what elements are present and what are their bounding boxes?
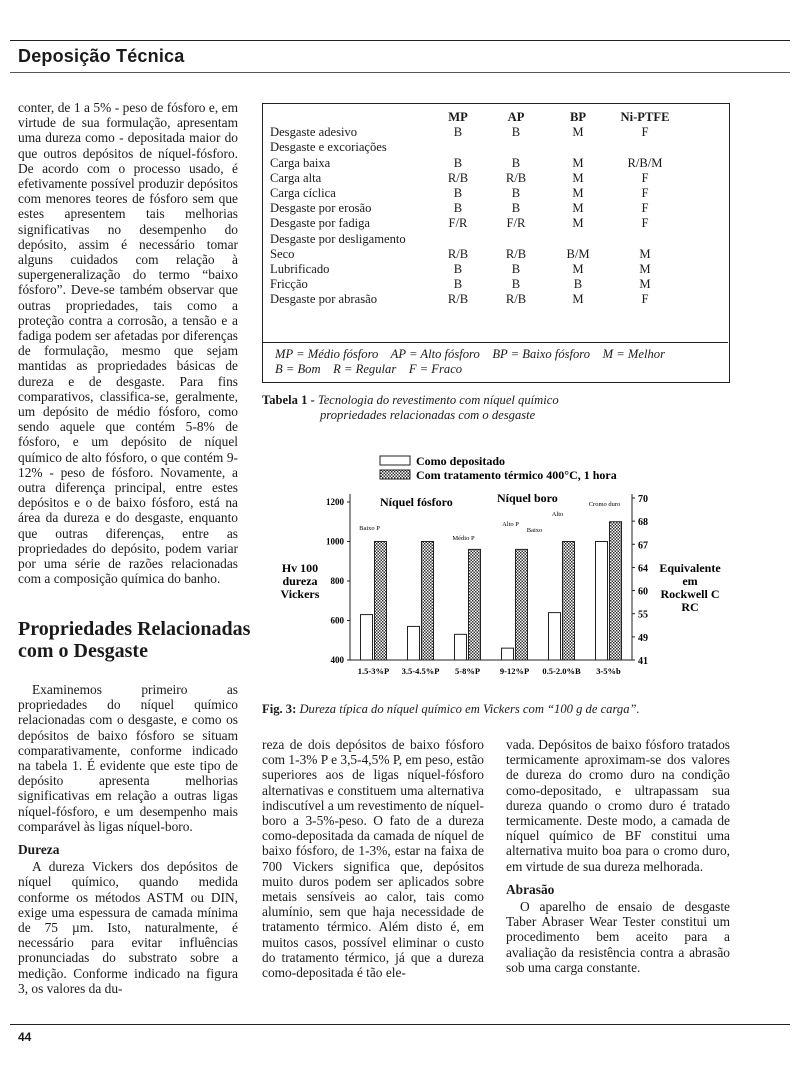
y2-tick-label: 68: [638, 517, 648, 529]
row-label: Desgaste por erosão: [270, 201, 372, 216]
bar-deposited: [455, 634, 467, 660]
table-row: [270, 292, 680, 307]
y2-axis-label: RC: [681, 600, 699, 614]
table-cell: F/R: [448, 216, 468, 231]
y2-axis-label: em: [682, 574, 698, 588]
table-caption-text: Tecnologia do revestimento com níquel químico: [317, 393, 559, 407]
table-cell: B: [453, 277, 463, 292]
figure-caption-text: Dureza típica do níquel químico em Vickers com “100 g de carga”.: [299, 702, 640, 716]
table-cell: M: [572, 216, 584, 231]
table-cell: M: [572, 125, 584, 140]
left-column-intro: [18, 100, 238, 587]
legend-line-1: MP = Médio fósforo AP = Alto fósforo BP = Baixo fósforo M = Melhor: [275, 347, 665, 361]
y2-tick-label: 55: [638, 609, 648, 621]
y2-axis-label: Rockwell C: [660, 587, 720, 601]
table-cell: B: [453, 262, 463, 277]
table-cell: R/B: [447, 170, 469, 185]
bar-deposited: [408, 626, 420, 660]
y-tick-label: 800: [330, 576, 344, 586]
table-cell: B: [453, 186, 463, 201]
table-row: [270, 156, 680, 171]
col-header: AP: [507, 110, 525, 124]
table-cell: R/B: [447, 292, 469, 307]
bar-heat-treated: [563, 542, 575, 661]
table-cell: M: [639, 262, 651, 277]
figure-caption-label: Fig. 3:: [262, 702, 297, 716]
header-rule-lower: [10, 72, 790, 73]
table-legend: [275, 347, 665, 377]
page-number: 44: [18, 1030, 32, 1044]
bar-deposited: [361, 615, 373, 660]
table-cell: [430, 232, 486, 247]
middle-column: [262, 737, 484, 980]
subheading-dureza: Dureza: [18, 842, 60, 858]
bar-heat-treated: [610, 522, 622, 660]
table-caption-label: Tabela 1 -: [262, 393, 315, 407]
table-cell: B: [511, 262, 521, 277]
table-cell: [486, 232, 546, 247]
row-label: Desgaste por desligamento: [270, 231, 406, 246]
x-tick-label: 0.5-2.0%B: [542, 666, 581, 676]
middle-paragraph: reza de dois depósitos de baixo fósforo com 1-3% P e 3,5-4,5% P, em peso, estão superiores aos de ligas níquel-fósforo alternativas e constituem uma alternativa indiscutível a um revestimento de níquel-boro a 3-5%-peso. O fato de a dureza como-depositada da camada de níquel de baixo fósforo, de 1-3%, estar na faixa de 700 Vickers significa que, depósitos muito duros podem ser aplicados sobre metais sensíveis ao calor, tais como alumínio, sem que haja necessidade de tratamento térmico. Além disto é, em muitos casos, possível eliminar o custo do tratamento térmico, já que a dureza como-depositada é tão ele-: [262, 737, 485, 981]
col-header: MP: [448, 110, 468, 124]
table-cell: B/M: [566, 246, 590, 261]
table-cell: M: [639, 246, 651, 261]
y-tick-label: 600: [330, 615, 344, 626]
legend-swatch-heat: [380, 470, 410, 479]
abrasao-paragraph: O aparelho de ensaio de desgaste Taber Abraser Wear Tester constitui um procedimento bem aceito para a avaliação da resistência contra a abrasão sob uma carga constante.: [506, 899, 730, 975]
y2-tick-label: 67: [638, 540, 648, 552]
legend-swatch-deposited: [380, 456, 410, 465]
row-label: Fricção: [270, 277, 308, 292]
x-tick-label: 3.5-4.5%P: [401, 666, 440, 676]
table-cell: [610, 232, 680, 247]
footer-rule: [10, 1024, 790, 1025]
section-header: Deposição Técnica: [18, 46, 185, 66]
legend-label: Como depositado: [416, 454, 506, 468]
left-column-section: [18, 682, 238, 996]
row-label: Carga cíclica: [270, 186, 336, 201]
bar-label: Baixo P: [359, 525, 380, 532]
section-heading: Propriedades Relacionadas com o Desgaste: [18, 618, 251, 662]
x-tick-label: 1.5-3%P: [357, 666, 390, 676]
group-label: Níquel fósforo: [380, 495, 453, 509]
table-cell: F: [641, 292, 649, 307]
col-header: BP: [569, 110, 587, 124]
x-tick-label: 5-8%P: [454, 666, 481, 676]
row-label: Desgaste por fadiga: [270, 216, 371, 231]
x-tick-label: 3-5%b: [596, 666, 621, 676]
table-cell: B: [511, 186, 521, 201]
table-cell: [610, 140, 680, 155]
table-cell: R/B: [447, 246, 469, 261]
intro-paragraph: conter, de 1 a 5% - peso de fósforo e, em virtude de sua formulação, apresentam uma dureza como - depositada maior do que outros depósitos de níquel-fósforo. De acordo com o processo usado, é efetivamente possível produzir depósitos com menores teores de fósforo sem que estes apresentem tais melhorias significativas no desempenho do depósito, assim é necessário tomar alguns cuidados com relação à supergeneralização do termo “baixo fósforo”. Deve-se também observar que outras propriedades, tais como a proteção contra a corrosão, a tensão e a fadiga podem ser afetadas por diferenças de formulação, mesmo que sejam mantidas as propriedades básicas de dureza e de desgaste. Para fins comparativos, classifica-se, geralmente, um depósito de médio fósforo, como sendo aquele que contém 5-8% de fósforo, e um depósito de níquel químico de alto fósforo, o que contém 9-12% - peso de fósforo. Novamente, a outra diferença principal, entre estes depósitos e o de baixo fósforo, está na área da dureza e do desgaste, enquanto que outras diferenças, entre as propriedades do depósito, podem variar por uma série de razões relacionadas com a composição química do banho.: [18, 100, 238, 587]
col-header: Ni-PTFE: [620, 110, 670, 124]
figure-caption: [262, 702, 640, 717]
header-rule: [10, 40, 790, 41]
table-row: [270, 186, 680, 201]
table-row: [270, 277, 680, 292]
y-tick-label: 400: [330, 655, 344, 665]
table-cell: F: [641, 201, 649, 216]
dureza-paragraph: A dureza Vickers dos depósitos de níquel químico, quando medida conforme os métodos ASTM ou DIN, exige uma espessura de camada mínima de 75 µm. Isto, naturalmente, é necessário para evitar influências pronunciadas do substrato sobre a medição. Conforme indicado na figura 3, os valores da du-: [18, 859, 238, 996]
subheading-abrasao: Abrasão: [506, 881, 555, 897]
x-tick-label: 9-12%P: [499, 666, 530, 676]
table-caption: [262, 393, 559, 423]
hardness-chart: [262, 450, 732, 690]
table-cell: [486, 140, 546, 155]
table-row: [270, 216, 680, 231]
table-cell: B: [511, 277, 521, 292]
table-cell: M: [572, 170, 584, 185]
table-row: [270, 232, 680, 247]
table-row: [270, 247, 680, 262]
row-label: Carga baixa: [270, 155, 331, 170]
row-label: Desgaste por abrasão: [270, 292, 378, 307]
table-cell: M: [572, 201, 584, 216]
y2-tick-label: 49: [638, 632, 648, 644]
bar-label: Cromo duro: [588, 501, 621, 508]
row-label: Seco: [270, 246, 295, 261]
table-cell: F: [641, 186, 649, 201]
table-caption-text2: propriedades relacionadas com o desgaste: [320, 408, 536, 422]
table-cell: B: [453, 155, 463, 170]
bar-heat-treated: [469, 549, 481, 660]
bar-deposited: [502, 648, 514, 660]
bar-heat-treated: [375, 542, 387, 661]
row-label: Desgaste e excoriações: [270, 140, 387, 155]
bar-deposited: [596, 542, 608, 661]
table-header-row: [270, 110, 680, 125]
y2-axis-label: Equivalente: [659, 561, 721, 575]
table-cell: M: [572, 292, 584, 307]
y2-tick-label: 70: [638, 494, 648, 505]
bar-heat-treated: [516, 549, 528, 660]
table-row: [270, 262, 680, 277]
table-cell: M: [572, 262, 584, 277]
table-cell: F: [641, 216, 649, 231]
right-paragraph: vada. Depósitos de baixo fósforo tratados termicamente aproximam-se dos valores de dureza do cromo duro na condição como-depositado, e ultrapassam sua dureza quando o cromo duro é tratado termicamente. Deste modo, a camada de níquel químico de BF constitui uma alternativa muito boa para o cromo duro, em virtude de sua dureza melhorada.: [506, 737, 730, 874]
row-label: Desgaste adesivo: [270, 125, 358, 140]
right-column: [506, 737, 730, 975]
bar-label: Baixo: [526, 527, 543, 534]
group-label: Níquel boro: [497, 491, 558, 505]
bar-label: Médio P: [452, 535, 475, 542]
section-paragraph: Examinemos primeiro as propriedades do níquel químico relacionadas com o desgaste, e como os depósitos de baixo fósforo se situam comparativamente, conforme indicado na tabela 1. É evidente que este tipo de depósito apresenta melhorias significativas em relação a outras ligas níquel-fósforo, e um desempenho mais comparável às ligas níquel-boro.: [18, 682, 238, 834]
table-row: [270, 125, 680, 140]
table-cell: [430, 140, 486, 155]
table-row: [270, 140, 680, 155]
table-cell: [546, 140, 610, 155]
y-axis-label: Hv 100: [281, 561, 319, 575]
row-label: Lubrificado: [270, 262, 330, 277]
table-cell: B: [511, 201, 521, 216]
table-row: [270, 171, 680, 186]
y2-tick-label: 41: [638, 656, 648, 667]
y-axis-label: dureza: [282, 574, 318, 588]
table-cell: R/B: [505, 170, 527, 185]
y2-tick-label: 60: [638, 586, 648, 598]
legend-line-2: B = Bom R = Regular F = Fraco: [275, 362, 463, 376]
bar-label: Alto P: [502, 521, 519, 528]
table-cell: M: [572, 186, 584, 201]
y-axis-label: Vickers: [280, 587, 320, 601]
bar-label: Alto: [551, 511, 564, 518]
bar-deposited: [549, 613, 561, 660]
y-tick-label: 1200: [326, 497, 344, 507]
wear-table: [270, 110, 680, 308]
table-cell: F/R: [506, 216, 526, 231]
table-cell: B: [573, 277, 583, 292]
y2-tick-label: 64: [638, 563, 648, 575]
table-cell: R/B: [505, 292, 527, 307]
row-label: Carga alta: [270, 170, 322, 185]
table-cell: F: [641, 170, 649, 185]
table-cell: B: [453, 125, 463, 140]
table-row: [270, 201, 680, 216]
table-cell: R/B/M: [627, 155, 663, 170]
bar-heat-treated: [422, 542, 434, 661]
table-cell: B: [511, 125, 521, 140]
table-cell: [546, 232, 610, 247]
table-cell: F: [641, 125, 649, 140]
legend-label: Com tratamento térmico 400°C, 1 hora: [416, 468, 617, 482]
table-cell: M: [639, 277, 651, 292]
table-cell: R/B: [505, 246, 527, 261]
table-cell: B: [511, 155, 521, 170]
y-tick-label: 1000: [326, 536, 344, 547]
table-legend-rule: [262, 342, 728, 343]
table-cell: M: [572, 155, 584, 170]
table-cell: B: [453, 201, 463, 216]
